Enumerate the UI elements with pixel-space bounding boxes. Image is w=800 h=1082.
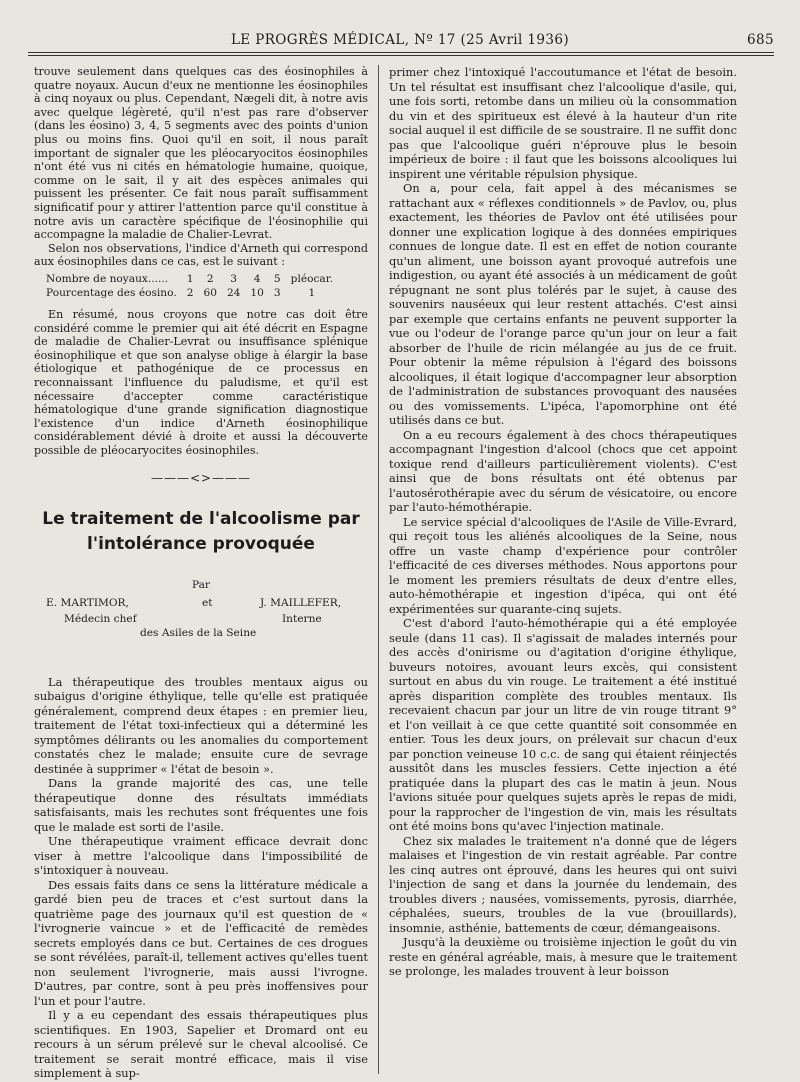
author-name: J. MAILLEFER, xyxy=(260,596,342,609)
table-cell: 24 xyxy=(226,286,241,299)
table-cell: 3 xyxy=(230,272,238,285)
author-name: E. MARTIMOR, xyxy=(46,596,129,609)
table-cell: 4 xyxy=(253,272,261,285)
paragraph: On a eu recours également à des chocs thérapeutiques accompagnant l'ingestion d'alcool (chocs que cet appoint toxique rend d'ailleurs particulièrement violents). C'est ainsi que de bons résultats ont été obtenus par l'autosérothérapie avec du sérum de vésicatoire, ou encore par l'auto-hémothérapie. xyxy=(389,427,737,514)
row-label: Pourcentage des éosino. xyxy=(46,286,177,299)
affiliation: des Asiles de la Seine xyxy=(140,626,257,639)
paragraph: Chez six malades le traitement n'a donné que de légers malaises et l'ingestion de vin restait agréable. Par contre les cinq autres ont éprouvé, dans les heures qui ont suivi l'injection de sang et dans la journée du lendemain, des troubles divers ; nausées, vomissements, pyrosis, diarrhée, céphalées, sueurs, troubles de la vue (brouillards), insomnie, asthénie, battements de cœur, démangeaisons. xyxy=(389,833,737,935)
paragraph: Une thérapeutique vraiment efficace devrait donc viser à mettre l'alcoolique dans l'impossibilité de s'intoxiquer à nouveau. xyxy=(34,834,368,878)
table-cell: 2 xyxy=(206,272,214,285)
table-cell: 60 xyxy=(203,286,217,299)
paragraph: Jusqu'à la deuxième ou troisième injection le goût du vin reste en général agréable, mais, à mesure que le traitement se prolonge, les malades trouvent à leur boisson xyxy=(389,935,737,978)
paragraph: Le service spécial d'alcooliques de l'Asile de Ville-Evrard, qui reçoit tous les aliénés alcooliques de la Seine, nous offre un vaste champ d'expérience pour contrôler l'efficacité de ces diverses méthodes. Nous apportons pour le moment les premiers résultats de deux d'entre elles, auto-hémothérapie et ingestion d'ipéca, qui ont été expérimentées sur quarante-cinq sujets. xyxy=(389,514,737,616)
table-cell: 2 xyxy=(186,286,194,299)
paragraph: C'est d'abord l'auto-hémothérapie qui a été employée seule (dans 11 cas). Il s'agissait de malades internés pour des accès d'onirisme ou d'agitation d'origine éthylique, buveurs notoires, avouant leurs excès, qui consistent surtout en abus du vin rouge. Le traitement a été institué après disparition complète des troubles mentaux. Ils recevaient chacun par jour un litre de vin rouge titrant 9° et l'on veillait à ce que cette quantité soit consommée en entier. Tous les deux jours, on prélevait sur chacun d'eux par ponction veineuse 10 c.c. de sang qui étaient réinjectés aussitôt dans les muscles fessiers. Cette injection a été pratiquée dans la plupart des cas le matin à jeun. Nous l'avions située pour quelques sujets après le repas de midi, pour la rapprocher de l'ingestion de vin, mais les résultats ont été moins bons qu'avec l'injection matinale. xyxy=(389,616,737,833)
paragraph: trouve seulement dans quelques cas des éosinophiles à quatre noyaux. Aucun d'eux ne mentionne les éosinophiles à cinq noyaux ou plus. Cependant, Nægeli dit, à notre avis avec quelque légèreté, qu'il n'est pas rare d'observer (dans les éosino) 3, 4, 5 segments avec des points d'union plus ou moins fins. Quoi qu'il en soit, il nous paraît important de signaler que les pléocaryocitos éosinophiles n'ont été vus ni cités en hématologie humaine, quoique, comme on le sait, il y ait des espèces animales qui puissent les présenter. Ce fait nous paraît suffisamment significatif pour y attirer l'attention parce qu'il constitue à notre avis un caractère spécifique de l'éosinophilie qui accompagne la maladie de Chalier-Levrat. xyxy=(34,65,368,242)
article-title-line: l'intolérance provoquée xyxy=(87,534,315,555)
column-divider xyxy=(378,65,379,1074)
paragraph: Selon nos observations, l'indice d'Arneth qui correspond aux éosinophiles dans ce cas, est le suivant : xyxy=(34,241,368,269)
paragraph: En résumé, nous croyons que notre cas doit être considéré comme le premier qui ait été décrit en Espagne de maladie de Chalier-Levrat ou insuffisance splénique éosinophilique et que son analyse oblige à élargir la base étiologique et pathogénique de ce processus en reconnaissant l'influence du paludisme, et qu'il est nécessaire d'accepter comme caractéristique hématologique d'une grande signification diagnostique l'existence d'un indice d'Arneth éosinophilique considérablement dévié à droite et aussi la découverte possible de pléocaryocites éosinophiles. xyxy=(34,308,368,458)
article-body xyxy=(34,675,368,1081)
author-role: Médecin chef xyxy=(64,612,137,625)
journal-title: LE PROGRÈS MÉDICAL, Nº 17 (25 Avril 1936) xyxy=(230,32,570,48)
paragraph: primer chez l'intoxiqué l'accoutumance et l'état de besoin. Un tel résultat est insuffisant chez l'alcoolique d'asile, qui, une fois sorti, retombe dans un milieu où la consommation du vin et des spiritueux est élevé à la hauteur d'un rite social auquel il est difficile de se soustraire. Il ne suffit donc pas que l'alcoolique guéri n'éprouve plus le besoin impérieux de boire : il faut que les boissons alcooliques lui inspirent une véritable répulsion physique. xyxy=(389,65,737,181)
paragraph: La thérapeutique des troubles mentaux aigus ou subaigus d'origine éthylique, telle qu'elle est pratiquée généralement, comprend deux étapes : en premier lieu, traitement de l'état toxi-infectieux qui a déterminé les symptômes délirants ou les anomalies du comportement constatés chez le malade; ensuite cure de sevrage destinée à supprimer « l'état de besoin ». xyxy=(34,674,368,776)
page-number: 685 xyxy=(747,32,774,48)
row-label: Nombre de noyaux...... xyxy=(46,272,169,285)
paragraph: On a, pour cela, fait appel à des mécanismes se rattachant aux « réflexes conditionnels » de Pavlov, ou, plus exactement, les théories de Pavlov ont été utilisées pour donner une explication logique à des données empiriques connues de longue date. Il est en effet de notion courante qu'un aliment, une boisson ayant provoqué autrefois une indigestion, ou ayant été associés à un médicament de goût répugnant ne sont plus tolérés par le sujet, à cause des souvenirs nauséeux qui leur restent attachés. C'est ainsi par exemple que certains enfants ne peuvent supporter la vue ou l'odeur de l'orange parce qu'un jour on leur a fait absorber de l'huile de ricin mélangée au jus de ce fruit. Pour obtenir la même répulsion à l'égard des boissons alcooliques, il était logique d'accompagner leur absorption de l'administration de substances provoquant des nausées ou des vomissements. L'ipéca, l'apomorphine ont été utilisés dans ce but. xyxy=(389,181,737,427)
left-column xyxy=(34,65,368,1081)
right-column xyxy=(389,65,737,979)
table-cell: pléocar. xyxy=(290,272,333,285)
section-ornament: ———<>——— xyxy=(150,470,252,485)
table-cell: 1 xyxy=(186,272,194,285)
author-role: Interne xyxy=(282,612,322,625)
table-cell: 3 xyxy=(273,286,281,299)
header-rule xyxy=(28,52,774,53)
table-cell: 10 xyxy=(250,286,264,299)
table-row xyxy=(46,287,338,301)
arneth-index-table xyxy=(46,273,338,300)
paragraph: Des essais faits dans ce sens la littérature médicale a gardé bien peu de traces et c'est surtout dans la quatrième page des journaux qu'il est question de « l'ivrognerie vaincue » et de l'efficacité de remèdes secrets employés dans ce but. Certaines de ces drogues se sont révélées, paraît-il, tellement actives qu'elles tuent non seulement l'ivrognerie, mais aussi l'ivrogne. D'autres, par contre, sont à peu près inoffensives pour l'un et pour l'autre. xyxy=(34,877,368,1008)
authors-block xyxy=(34,597,368,655)
byline: Par xyxy=(191,579,211,592)
header-rule-double xyxy=(28,55,774,56)
paragraph: Il y a eu cependant des essais thérapeutiques plus scientifiques. En 1903, Sapelier et Dromard ont eu recours à un sérum prélevé sur le cheval alcoolisé. Ce traitement se serait montré efficace, mais il vise simplement à sup- xyxy=(34,1008,368,1081)
table-row xyxy=(46,273,338,287)
running-header xyxy=(26,30,774,52)
article-title xyxy=(34,507,368,557)
paragraph: Dans la grande majorité des cas, une telle thérapeutique donne des résultats immédiats satisfaisants, mais les rechutes sont fréquentes une fois que le malade est sorti de l'asile. xyxy=(34,776,368,834)
conjunction: et xyxy=(202,596,213,609)
table-cell: 5 xyxy=(273,272,281,285)
article-title-line: Le traitement de l'alcoolisme par xyxy=(42,509,360,530)
table-cell: 1 xyxy=(308,286,316,299)
